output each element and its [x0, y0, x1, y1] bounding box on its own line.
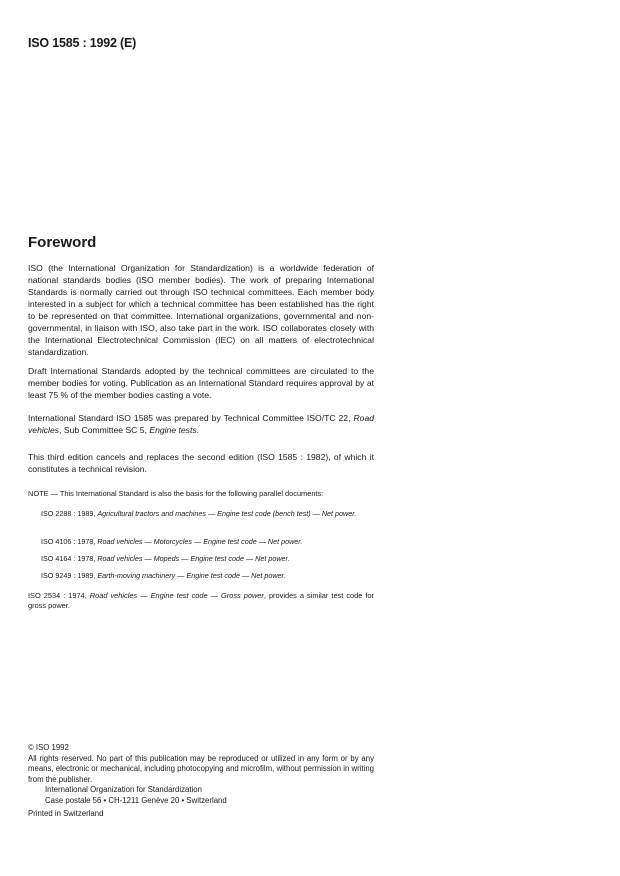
foreword-paragraph-1: ISO (the International Organization for Standardization) is a worldwide federation of national standards bodies (ISO member bodies). The work of preparing International Standards is normally carried out through ISO technical committees. Each member body interested in a subject for which a technical committee has been established has the right to be represented on that committee. International organizations, governmental and non-governmental, in liaison with ISO, also take part in the work. ISO collaborates closely with the International Electrotechnical Commission (IEC) on all matters of electrotechnical standardization.	[28, 263, 374, 357]
reference-code: ISO 2288 : 1989,	[41, 509, 98, 518]
note: NOTE — This International Standard is also the basis for the following parallel documents:	[28, 489, 324, 498]
document-header: ISO 1585 : 1992 (E)	[28, 36, 137, 50]
reference-code: ISO 4106 : 1978,	[41, 537, 98, 546]
paragraph-3-text-e: .	[196, 425, 200, 435]
gross-power-note	[28, 591, 374, 611]
reference-title: Road vehicles — Mopeds — Engine test code — Net power.	[97, 554, 290, 563]
gross-power-title: Road vehicles — Engine test code — Gross power	[89, 591, 264, 600]
reference-title: Agricultural tractors and machines — Engine test code (bench test) — Net power.	[97, 509, 357, 518]
copyright-footer	[28, 743, 374, 819]
copyright-line: © ISO 1992	[28, 743, 69, 752]
paragraph-3-text-c: , Sub Committee SC 5,	[59, 425, 150, 435]
gross-power-text: , provides a similar test code for gross power.	[28, 591, 374, 610]
foreword-paragraph-2: Draft International Standards adopted by the technical committees are circulated to the member bodies for voting. Publication as an International Standard requires approval by at least 75 % of the member bodies casting a vote.	[28, 366, 374, 400]
organization-address: Case postale 56 • CH-1211 Genève 20 • Switzerland	[45, 795, 227, 805]
reference-item	[41, 571, 374, 581]
reference-title: Road vehicles — Motorcycles — Engine test code — Net power.	[97, 537, 303, 546]
reference-code: ISO 9249 : 1989,	[41, 571, 98, 580]
reference-code: ISO 4164 : 1978,	[41, 554, 98, 563]
gross-power-code: ISO 2534 : 1974,	[28, 591, 90, 600]
organization-name: International Organization for Standardization	[45, 785, 202, 795]
reference-item	[41, 509, 374, 519]
paragraph-3-text-a: International Standard ISO 1585 was prepared by Technical Committee ISO/TC 22,	[28, 413, 354, 423]
reference-item	[41, 537, 374, 547]
page-title: Foreword	[28, 234, 97, 251]
rights-statement: All rights reserved. No part of this publication may be reproduced or utilized in any form or by any means, electronic or mechanical, including photocopying and microfilm, without permission in writing from the publisher.	[28, 753, 374, 784]
committee-title: Road vehicles	[28, 413, 374, 435]
reference-item	[41, 554, 374, 564]
reference-title: Earth-moving machinery — Engine test code — Net power.	[97, 571, 286, 580]
subcommittee-title: Engine tests	[149, 425, 197, 435]
foreword-paragraph-3	[28, 412, 374, 436]
printed-in: Printed in Switzerland	[28, 808, 104, 818]
foreword-paragraph-4: This third edition cancels and replaces the second edition (ISO 1585 : 1982), of which it constitutes a technical revision.	[28, 452, 374, 474]
